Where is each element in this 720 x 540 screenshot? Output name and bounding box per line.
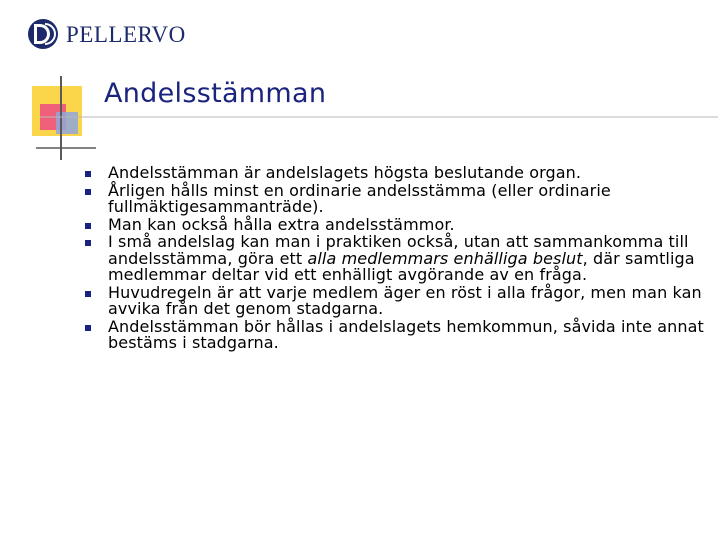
deco-yellow-square — [32, 86, 82, 136]
bullet-text-part: Andelsstämman är andelslagets högsta beslutande organ. — [108, 163, 582, 182]
bullet-square-icon — [85, 189, 91, 195]
bullet-item — [85, 234, 715, 284]
bullet-text-part: , där samtliga medlemmar deltar vid ett enhälligt avgörande av en fråga. — [108, 248, 695, 284]
bullet-text — [108, 215, 455, 234]
bullet-text — [108, 181, 611, 217]
pellervo-logo — [26, 16, 186, 52]
bullet-item — [85, 282, 715, 318]
bullet-square-icon — [85, 223, 91, 229]
bullet-square-icon — [85, 171, 91, 177]
bullet-text — [108, 163, 581, 182]
bullet-square-icon — [85, 325, 91, 331]
bullet-text — [108, 232, 695, 284]
bullet-text-part: I små andelslag kan man i praktiken också, utan att sammankomma till andelsstämma, göra ett — [108, 232, 689, 268]
bullet-text-part: Huvudregeln är att varje medlem äger en röst i alla frågor, men man kan avvika från det genom stadgarna. — [108, 282, 702, 318]
bullet-item — [85, 165, 715, 182]
bullet-text — [108, 317, 704, 353]
pellervo-logo-icon — [26, 17, 60, 51]
logo-text: PELLERVO — [66, 21, 186, 47]
bullet-text-part: Årligen hålls minst en ordinarie andelsstämma (eller ordinarie fullmäktigesammanträde). — [108, 180, 611, 216]
bullet-text-italic: alla medlemmars enhälliga beslut — [307, 248, 583, 268]
bullet-text-part: Man kan också hålla extra andelsstämmor. — [108, 214, 455, 234]
bullet-text-part: Andelsstämman bör hållas i andelslagets hemkommun, såvida inte annat bestäms i stadgarna. — [108, 316, 704, 352]
bullet-item — [85, 214, 715, 234]
deco-blue-square — [56, 112, 78, 134]
bullet-item — [85, 180, 715, 216]
bullet-square-icon — [85, 291, 91, 297]
bullet-text — [108, 283, 702, 319]
slide-title: Andelsstämman — [104, 78, 327, 109]
bullet-list — [85, 165, 715, 352]
deco-red-square — [40, 104, 66, 130]
bullet-item — [85, 316, 715, 352]
bullet-square-icon — [85, 240, 91, 246]
